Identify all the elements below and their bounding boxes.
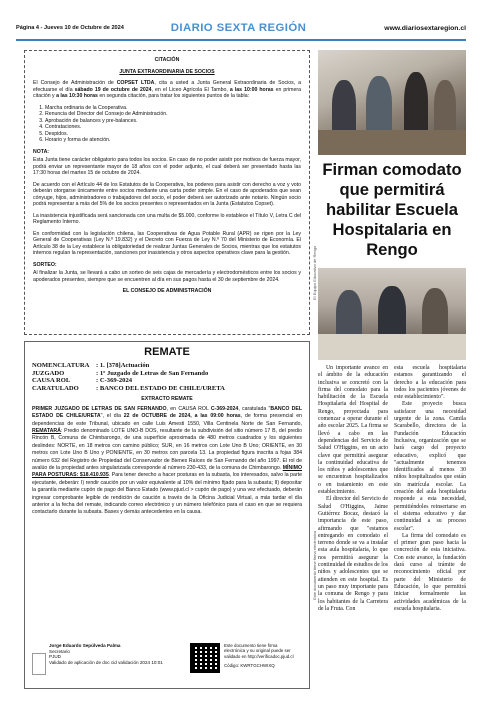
sorteo-label: SORTEO: xyxy=(33,261,57,268)
citation-intro: El Consejo de Administración de COPSET LTDA, cita a usted a Junta General Extraordinaria de Socios, a efectuarse el día sábado 19 de octubre de 2024, en el Liceo Agrícola El Tambo, a las 10:00 horas en primera citación y a las 10:30 horas en segunda citación, para tratar los siguientes puntos de la tabla: xyxy=(33,80,302,99)
qr-description: Este documento tiene firma electrónica y su original puede ser validado en http://verificadoc.pjud.cl xyxy=(224,643,294,659)
case-value: : C-369-2024 xyxy=(96,377,133,385)
case-label: CAUSA ROL xyxy=(32,377,71,385)
extract-title: EXTRACTO REMATE xyxy=(141,396,193,403)
case-value: : 1. [378]Actuación xyxy=(96,362,150,369)
citation-title: CITACIÓN xyxy=(154,57,180,63)
remate-body: PRIMER JUZGADO DE LETRAS DE SAN FERNANDO, en CAUSA ROL C-369-2024, caratulada "BANCO DEL ESTADO DE CHILE/URETA", el día 22 de OCTUBRE de 2024, a las 09:00 horas, de forma presencial en dependencias de este Tribunal, ubicado en calle Luis Amesti 1550, Villa Centinela Norte de San Fernando, REMATARÁ: Predio denominado LOTE UNO-B DOS, resultante de la subdivisión del sitio número 17 B, del predio Rincón B, Comuna de Chimbarongo, de una superficie aproximada de 480 metros cuadrados y los siguientes deslindes: NORTE, en 18 metros con camino público; SUR, en 16 metros con Lote Uno B Uno; ORIENTE, en 30 metros con Lote Uno B Uno y PONIENTE, en 30 metros con parcela 13. La propiedad figura inscrita a fojas 384 número 632 del Registro de Propiedad del Conservador de Bienes Raíces de San Fernando del año 1997. El rol de avalúo de la propiedad antes singularizada corresponde al número 230-433, de la comuna de Chimbarongo. MÍNIMO PARA POSTURAS: $18.410.935. Para tener derecho a hacer posturas en la subasta, los interesados, salvo la parte ejecutante, deberán: I) rendir caución por un valor equivalente al 10% del mínimo fijado para la subasta; II) depositar la garantía mediante cupón de pago del Banco Estado (www.pjud.cl > cupón de pago) y una vez efectuado, deberán ingresar comprobante legible de rendición de caución a través de la Oficina Judicial Virtual, a más tardar el día anterior a la fecha del remate, indicando correo electrónico y un número telefónico para el caso en que se requiera contactarlo durante la subasta. Bases y demás antecedentes en la causa. xyxy=(32,405,303,516)
remate-title: REMATE xyxy=(144,346,190,358)
agenda-list xyxy=(45,105,301,144)
nota-paragraph: Esta Junta tiene carácter obligatorio para todos los socios. En caso de no poder asistir por motivos de fuerza mayor, podrá enviar un representante mayor de 18 años con el poder adjunto, el cual deberá ser presentado hasta las 17:30 horas del martes 15 de octubre de 2024. xyxy=(33,157,301,176)
side-validation-label: Este documento tiene firma electrónica xyxy=(312,530,317,600)
photo-credit: El Equipo Educativo de Rengo xyxy=(312,245,317,300)
agenda-item: 5. Despidos. xyxy=(45,131,301,138)
agenda-item: 2. Renuncia del Director del Consejo de Administración. xyxy=(45,111,301,118)
citation-signature: EL CONSEJO DE ADMINISTRACIÓN xyxy=(122,288,212,294)
website-link[interactable]: www.diariosextaregion.cl xyxy=(384,25,466,32)
agenda-item: 1. Marcha ordinaria de la Cooperativa. xyxy=(45,105,301,112)
nota-paragraph: De acuerdo con el Artículo 44 de los Estatutos de la Cooperativa, los poderes para asistir con derecho a voz y voto deberán otorgarse únicamente entre socios mediante una carta poder simple. En el caso de apoderados que sean cónyuge, hijos, administradores o trabajadores del socio, el poder deberá ser autorizado ante notario. Ningún socio podrá representar a más del 5% de los socios presentes o representados en la Junta (Estatutos Copset). xyxy=(33,181,301,207)
article-headline: Firman comodato que permitirá habilitar Escuela Hospitalaria en Rengo xyxy=(322,160,462,259)
article-photo-bottom xyxy=(318,268,466,360)
nota-paragraph: La inasistencia injustificada será sancionada con una multa de $5.000, conforme lo establece el Título V, Letra C del Reglamento Interno. xyxy=(33,212,301,225)
remate-notice xyxy=(24,341,310,689)
article-column-2 xyxy=(394,365,466,613)
article-paragraph: El director del Servicio de Salud O'Higgins, Jaime Gutiérrez Bocaz, destacó la importancia de este paso, afirmando que "estamos entregando en comodato el terreno donde se va a instalar esta aula hospitalaria, lo que nos permitirá asegurar la continuidad de estudios de los niños y adolescentes que se atienden en este hospital. Es un paso muy importante para la comuna de Rengo y para los habitantes de la Carretera de la Fruta. Con xyxy=(318,496,388,612)
citation-subtitle: JUNTA EXTRAORDINARIA DE SOCIOS xyxy=(119,68,215,75)
article-paragraph: La firma del comodato es el primer gran paso hacia la concreción de esta iniciativa. Con este avance, la fundación dará curso al trámite de reconocimiento oficial por parte del Ministerio de Educación, lo que permitirá iniciar formalmente las actividades académicas de la escuela hospitalaria. xyxy=(394,532,466,612)
qr-code-label: Código: KWRTGCHWIXQ xyxy=(224,663,275,669)
signer-name: Jorge Eduardo Sepúlveda Palma xyxy=(49,643,121,648)
case-details xyxy=(32,362,302,392)
signer-unit: PJUD xyxy=(49,654,61,660)
article-paragraph: Este proyecto busca satisfacer una necesidad urgente de la zona. Camila Scarabello, directora de la Fundación Educación Inclusiva, organización que se hará cargo del proyecto educativo, explicó que "actualmente tenemos identificados al menos 30 niños hospitalizados que están sin matrícula escolar. La creación del aula hospitalaria responde a esta necesidad, permitiéndoles reinsertarse en el sistema educativo y dar continuidad a su proceso escolar". xyxy=(394,401,466,532)
signature-stamp xyxy=(32,653,46,675)
page-header xyxy=(16,22,466,38)
case-label: NOMENCLATURA xyxy=(32,362,90,369)
signature-block xyxy=(32,643,182,683)
remate-footer xyxy=(32,643,302,683)
page-date: Página 4 - Jueves 10 de Octubre de 2024 xyxy=(16,25,124,31)
nota-paragraph: En conformidad con la legislación chilena, las Cooperativas de Agua Potable Rural (APR) se rigen por la Ley General de Cooperativas (Ley N.º 19.832) y el Decreto con Fuerza de Ley N.º 70 del Ministerio de Economía. El Artículo 38 de la Ley establece la obligatoriedad de realizar Juntas Generales de Socios, mientras que los estatutos internos regulan la representación, sanciones por inasistencia y otros aspectos operativos clave para la gestión. xyxy=(33,230,301,256)
case-label: CARATULADO xyxy=(32,384,79,392)
sorteo-paragraph: Al finalizar la Junta, se llevará a cabo un sorteo de seis cajas de mercadería y electrodomésticos entre los socios y apoderados presentes, siempre que se encuentren al día en sus pagos hasta el 30 de septiembre de 2024. xyxy=(33,270,301,283)
qr-block xyxy=(190,643,299,683)
agenda-item: 3. Aprobación de balances y pre-balances. xyxy=(45,118,301,125)
signer-role: Secretario xyxy=(49,648,70,654)
citation-notice xyxy=(24,50,310,335)
qr-code-icon[interactable] xyxy=(190,643,220,673)
nota-label: NOTA: xyxy=(33,148,50,155)
article-paragraph: esta escuela hospitalaria estamos garantizando el derecho a la educación para todos los pacientes jóvenes de este establecimiento". xyxy=(394,365,466,401)
header-divider xyxy=(16,39,466,41)
masthead: DIARIO SEXTA REGIÓN xyxy=(170,22,307,34)
signer-note: Validado de aplicación de doc cid validación 2024 10:01 xyxy=(49,659,163,665)
case-value: : 1º Juzgado de Letras de San Fernando xyxy=(96,369,209,377)
case-label: JUZGADO xyxy=(32,369,65,377)
case-value: : BANCO DEL ESTADO DE CHILE/URETA xyxy=(96,384,225,392)
agenda-item: 4. Contrataciones. xyxy=(45,124,301,131)
article-column-1 xyxy=(318,365,388,613)
agenda-item: 6. Horario y forma de atención. xyxy=(45,137,301,144)
article-paragraph: Un importante avance en el ámbito de la educación inclusiva se concretó con la firma del comodato para la habilitación de la Escuela Hospitalaria del Hospital de Rengo, proyectada para comenzar a operar durante el año escolar 2025. La firma se llevó a cabo en las dependencias del Servicio de Salud O'Higgins, en un acto clave que permitirá asegurar la continuidad educativa de los niños y adolescentes que se encuentran hospitalizados o en tratamiento en este establecimiento. xyxy=(318,365,388,496)
article-photo-top xyxy=(318,50,466,155)
